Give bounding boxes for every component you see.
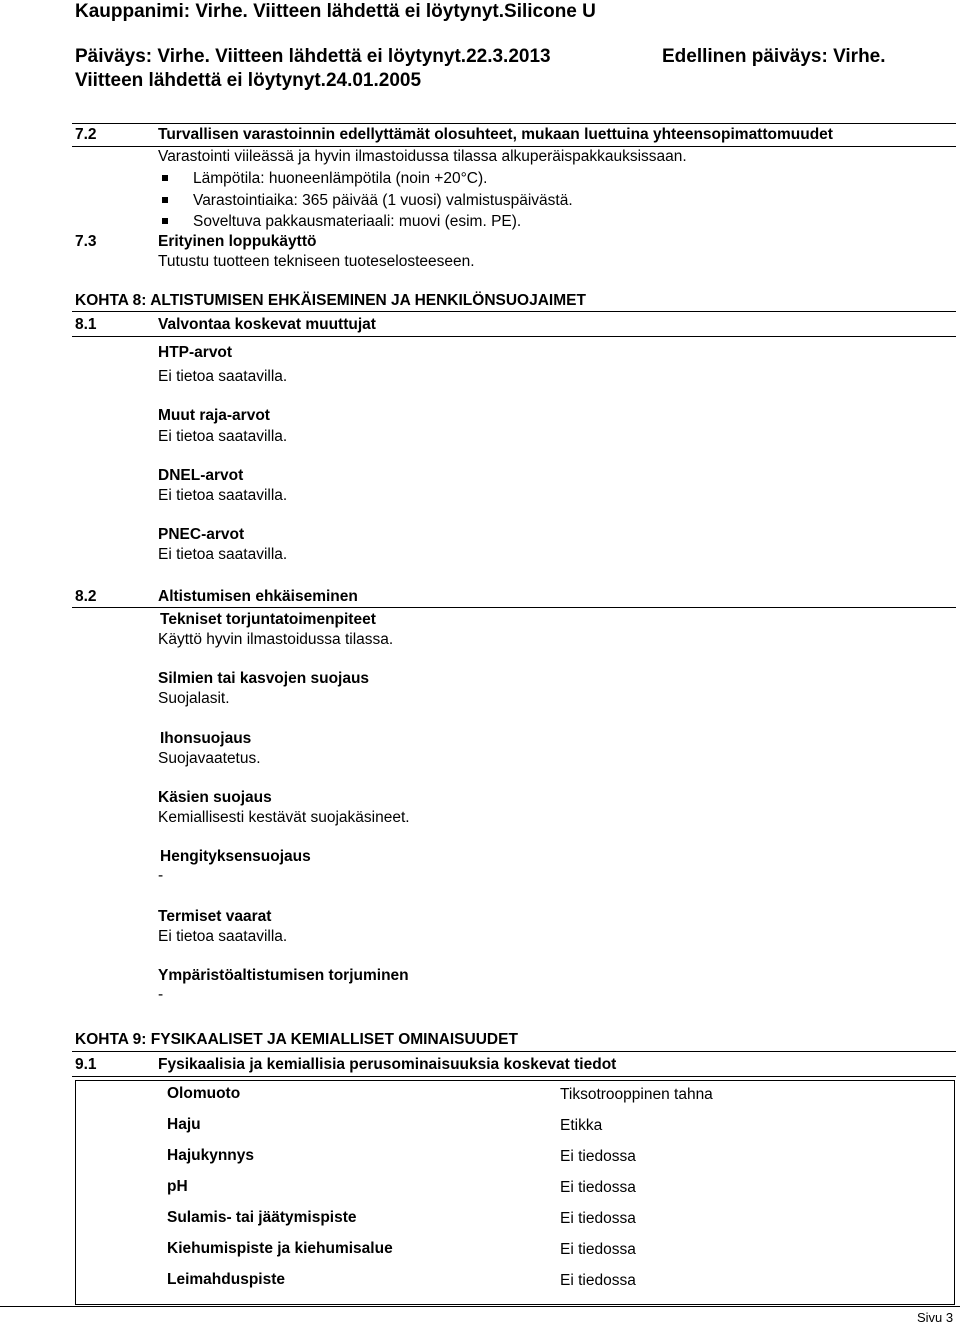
section-8-2-number: 8.2 [75, 588, 97, 605]
value-respiratory-protection: - [158, 867, 164, 884]
table-cell-property: Olomuoto [167, 1085, 241, 1102]
value-htp: Ei tietoa saatavilla. [158, 368, 288, 385]
section-7-2-number: 7.2 [75, 126, 97, 143]
section-7-2-title: Turvallisen varastoinnin edellyttämät olosuhteet, mukaan luettuina yhteensopimattomuudet [158, 126, 833, 143]
bullet-square-icon [162, 197, 168, 203]
table-cell-property: Leimahduspiste [167, 1271, 285, 1288]
divider [72, 1076, 956, 1077]
value-dnel: Ei tietoa saatavilla. [158, 487, 288, 504]
header-date-prefix: Päiväys: Virhe. Viitteen lähdettä ei löytynyt. [75, 46, 467, 67]
subheading-htp: HTP-arvot [158, 344, 233, 361]
bullet-text: Lämpötila: huoneenlämpötila (noin +20°C). [193, 170, 488, 187]
table-row [76, 1271, 954, 1295]
table-cell-value: Etikka [560, 1117, 603, 1134]
section-9-title: KOHTA 9: FYSIKAALISET JA KEMIALLISET OMINAISUUDET [75, 1031, 518, 1048]
table-cell-value: Ei tiedossa [560, 1148, 636, 1165]
value-environmental-exposure: - [158, 986, 164, 1003]
table-cell-property: Haju [167, 1116, 201, 1133]
header-date-value: 22.3.2013 [466, 46, 551, 67]
subheading-hand-protection: Käsien suojaus [158, 789, 272, 806]
table-cell-property: Sulamis- tai jäätymispiste [167, 1209, 357, 1226]
footer-divider [0, 1306, 960, 1307]
section-8-2-title: Altistumisen ehkäiseminen [158, 588, 358, 605]
table-row [76, 1085, 954, 1109]
subheading-engineering-controls: Tekniset torjuntatoimenpiteet [160, 611, 376, 628]
divider [72, 1051, 956, 1052]
table-cell-value: Ei tiedossa [560, 1241, 636, 1258]
header-line3-value: 24.01.2005 [325, 70, 422, 91]
bullet-square-icon [162, 218, 168, 224]
divider [72, 607, 956, 608]
value-skin-protection: Suojavaatetus. [158, 750, 261, 767]
section-7-2-intro: Varastointi viileässä ja hyvin ilmastoidussa tilassa alkuperäispakkauksissaan. [158, 148, 687, 165]
table-row [76, 1116, 954, 1140]
table-cell-property: Hajukynnys [167, 1147, 255, 1164]
subheading-environmental-exposure: Ympäristöaltistumisen torjuminen [158, 967, 409, 984]
section-9-1-number: 9.1 [75, 1056, 97, 1073]
table-cell-value: Ei tiedossa [560, 1272, 636, 1289]
header-trade-name [75, 1, 596, 23]
table-cell-value: Ei tiedossa [560, 1179, 636, 1196]
divider [72, 146, 956, 147]
value-pnec: Ei tietoa saatavilla. [158, 546, 288, 563]
divider [72, 336, 956, 337]
subheading-respiratory-protection: Hengityksensuojaus [160, 848, 311, 865]
subheading-thermal-hazards: Termiset vaarat [158, 908, 272, 925]
value-hand-protection: Kemiallisesti kestävät suojakäsineet. [158, 809, 410, 826]
subheading-dnel: DNEL-arvot [158, 467, 244, 484]
subheading-skin-protection: Ihonsuojaus [160, 730, 252, 747]
table-cell-value: Tiksotrooppinen tahna [560, 1086, 713, 1103]
table-cell-value: Ei tiedossa [560, 1210, 636, 1227]
table-row [76, 1147, 954, 1171]
properties-table [75, 1080, 955, 1305]
header-previous-date: Edellinen päiväys: Virhe. [662, 46, 886, 67]
bullet-text: Soveltuva pakkausmateriaali: muovi (esim. PE). [193, 213, 522, 230]
table-row [76, 1178, 954, 1202]
section-8-title: KOHTA 8: ALTISTUMISEN EHKÄISEMINEN JA HENKILÖNSUOJAIMET [75, 292, 586, 309]
page-number: Sivu 3 [917, 1310, 954, 1325]
bullet-square-icon [162, 175, 168, 181]
bullet-text: Varastointiaika: 365 päivää (1 vuosi) valmistuspäivästä. [193, 192, 573, 209]
divider [72, 123, 956, 124]
section-7-3-number: 7.3 [75, 233, 97, 250]
subheading-pnec: PNEC-arvot [158, 526, 245, 543]
header-trade-name-prefix: Kauppanimi: Virhe. Viitteen lähdettä ei löytynyt. [75, 1, 505, 22]
section-8-1-title: Valvontaa koskevat muuttujat [158, 316, 376, 333]
subheading-other-limits: Muut raja-arvot [158, 407, 270, 424]
section-7-3-title: Erityinen loppukäyttö [158, 233, 317, 250]
section-7-3-text: Tutustu tuotteen tekniseen tuoteselosteeseen. [158, 253, 475, 270]
value-engineering-controls: Käyttö hyvin ilmastoidussa tilassa. [158, 631, 394, 648]
header-date [75, 46, 551, 68]
value-other-limits: Ei tietoa saatavilla. [158, 428, 288, 445]
table-cell-property: Kiehumispiste ja kiehumisalue [167, 1240, 393, 1257]
section-9-1-title: Fysikaalisia ja kemiallisia perusominaisuuksia koskevat tiedot [158, 1056, 617, 1073]
value-thermal-hazards: Ei tietoa saatavilla. [158, 928, 288, 945]
table-row [76, 1209, 954, 1233]
header-line3 [75, 70, 421, 92]
header-line3-prefix: Viitteen lähdettä ei löytynyt. [75, 70, 326, 91]
value-eye-protection: Suojalasit. [158, 690, 230, 707]
table-row [76, 1240, 954, 1264]
section-8-1-number: 8.1 [75, 316, 97, 333]
divider [72, 311, 956, 312]
header-product-name: Silicone U [504, 1, 596, 22]
subheading-eye-protection: Silmien tai kasvojen suojaus [158, 670, 370, 687]
table-cell-property: pH [167, 1178, 188, 1195]
